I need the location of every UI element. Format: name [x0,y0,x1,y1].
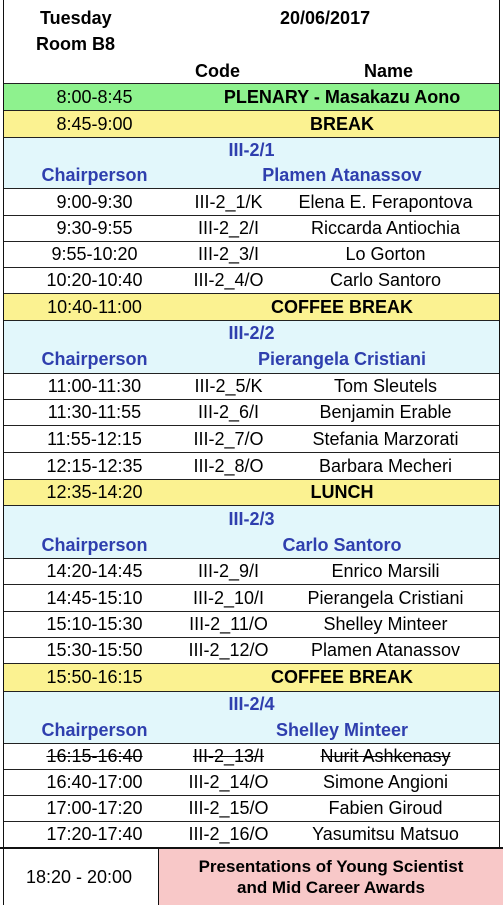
session-header [4,692,499,717]
plenary-time: 8:00-8:45 [56,86,133,107]
talk-code: III-2_15/O [188,798,269,818]
talk-speaker: Lo Gorton [345,244,426,264]
session-id: III-2/3 [228,508,275,529]
talk-time: 16:15-16:40 [46,746,143,766]
talk-time: 10:20-10:40 [46,270,143,290]
talk-time: 15:10-15:30 [46,614,143,634]
talk-row [4,612,499,638]
code-column-header: Code [195,60,240,81]
lunch-row [4,480,499,506]
talk-code: III-2_1/K [194,191,263,212]
talk-row [4,585,499,612]
talk-time: 17:20-17:40 [46,824,143,844]
chairperson-name: Carlo Santoro [282,534,402,555]
talk-speaker: Carlo Santoro [329,270,442,290]
talk-row [4,374,499,400]
coffee-break-title: COFFEE BREAK [270,667,413,687]
award-presentations-row [0,847,503,905]
name-column-header: Name [364,60,414,81]
talk-row [4,770,499,796]
chairperson-label: Chairperson [41,719,148,740]
coffee-break-time: 10:40-11:00 [47,296,142,317]
chairperson-name: Plamen Atanassov [262,164,422,185]
plenary-row [4,84,499,111]
header-row-2 [4,32,499,56]
lunch-time: 12:35-14:20 [46,482,143,502]
talk-speaker: Plamen Atanassov [310,640,461,660]
talk-speaker: Nurit Ashkenasy [320,746,451,766]
talk-time: 11:30-11:55 [47,402,142,422]
talk-row [4,638,499,664]
lunch-title: LUNCH [310,482,374,502]
chair-row [4,346,499,374]
talk-time: 14:20-14:45 [46,561,143,581]
talk-code: III-2_11/O [189,614,268,634]
talk-code: III-2_2/I [197,218,260,238]
award-title [159,849,503,905]
chairperson-label: Chairperson [41,349,148,369]
date-label: 20/06/2017 [280,7,371,28]
talk-row [4,426,499,453]
talk-time: 9:55-10:20 [51,244,138,264]
chairperson-label: Chairperson [41,534,148,555]
chairperson-label: Chairperson [41,164,148,185]
session-id: III-2/4 [228,694,275,714]
talk-speaker: Barbara Mecheri [318,455,453,476]
plenary-title: PLENARY - Masakazu Aono [223,86,461,107]
talk-code: III-2_12/O [188,640,269,660]
talk-time: 9:00-9:30 [56,191,133,212]
talk-speaker: Fabien Giroud [328,798,443,818]
break-title: BREAK [309,113,374,134]
break-time: 8:45-9:00 [56,113,133,134]
session-header [4,506,499,532]
talk-time: 15:30-15:50 [46,640,143,660]
talk-row [4,216,499,242]
talk-code: III-2_16/O [188,824,269,844]
talk-code: III-2_3/I [197,244,260,264]
talk-time: 11:00-11:30 [47,376,142,396]
coffee-break-time: 15:50-16:15 [46,667,143,687]
talk-code: III-2_6/I [197,402,260,422]
talk-time: 17:00-17:20 [46,798,143,818]
talk-time: 12:15-12:35 [46,455,143,476]
chairperson-name: Pierangela Cristiani [257,349,427,369]
award-title-line-1: Presentations of Young Scientist [198,857,464,876]
session-header [4,321,499,346]
talk-row [4,559,499,585]
session-id: III-2/1 [228,139,275,160]
chair-row [4,717,499,744]
talk-speaker: Tom Sleutels [333,376,438,396]
talk-time: 9:30-9:55 [56,218,133,238]
chairperson-name: Shelley Minteer [275,719,409,740]
chair-row [4,532,499,559]
talk-speaker: Stefania Marzorati [312,428,459,449]
talk-speaker: Pierangela Cristiani [307,587,464,608]
talk-code: III-2_10/I [192,587,265,608]
talk-time: 11:55-12:15 [47,428,142,449]
talk-row [4,189,499,216]
talk-row [4,400,499,426]
award-time: 18:20 - 20:00 [0,849,159,905]
talk-speaker: Enrico Marsili [331,561,440,581]
talk-code: III-2_4/O [193,270,264,290]
coffee-break-title: COFFEE BREAK [270,296,413,317]
room-label: Room B8 [36,33,116,54]
talk-speaker: Benjamin Erable [319,402,452,422]
talk-row [4,453,499,480]
talk-code: III-2_9/I [197,561,260,581]
coffee-break-row [4,294,499,321]
day-label: Tuesday [40,7,112,28]
talk-code: III-2_5/K [194,376,263,396]
header-row-1 [4,6,499,30]
talk-time: 16:40-17:00 [46,772,143,792]
talk-code: III-2_13/I [192,746,265,766]
talk-speaker: Elena E. Ferapontova [298,191,473,212]
talk-speaker: Yasumitsu Matsuo [312,824,459,844]
chair-row [4,162,499,189]
talk-row [4,796,499,822]
talk-row [4,268,499,294]
talk-code: III-2_7/O [193,428,264,449]
session-id: III-2/2 [228,323,275,343]
session-header [4,138,499,162]
talk-speaker: Simone Angioni [322,772,449,792]
talk-code: III-2_14/O [188,772,269,792]
coffee-break-row [4,664,499,692]
talk-row [4,242,499,268]
talk-time: 14:45-15:10 [46,587,143,608]
talk-speaker: Riccarda Antiochia [310,218,461,238]
talk-row [4,822,499,847]
column-header-row [4,59,499,84]
talk-speaker: Shelley Minteer [323,614,448,634]
award-title-line-2: and Mid Career Awards [236,878,425,897]
break-row [4,111,499,138]
talk-code: III-2_8/O [193,455,264,476]
cancelled-talk-row [4,744,499,770]
